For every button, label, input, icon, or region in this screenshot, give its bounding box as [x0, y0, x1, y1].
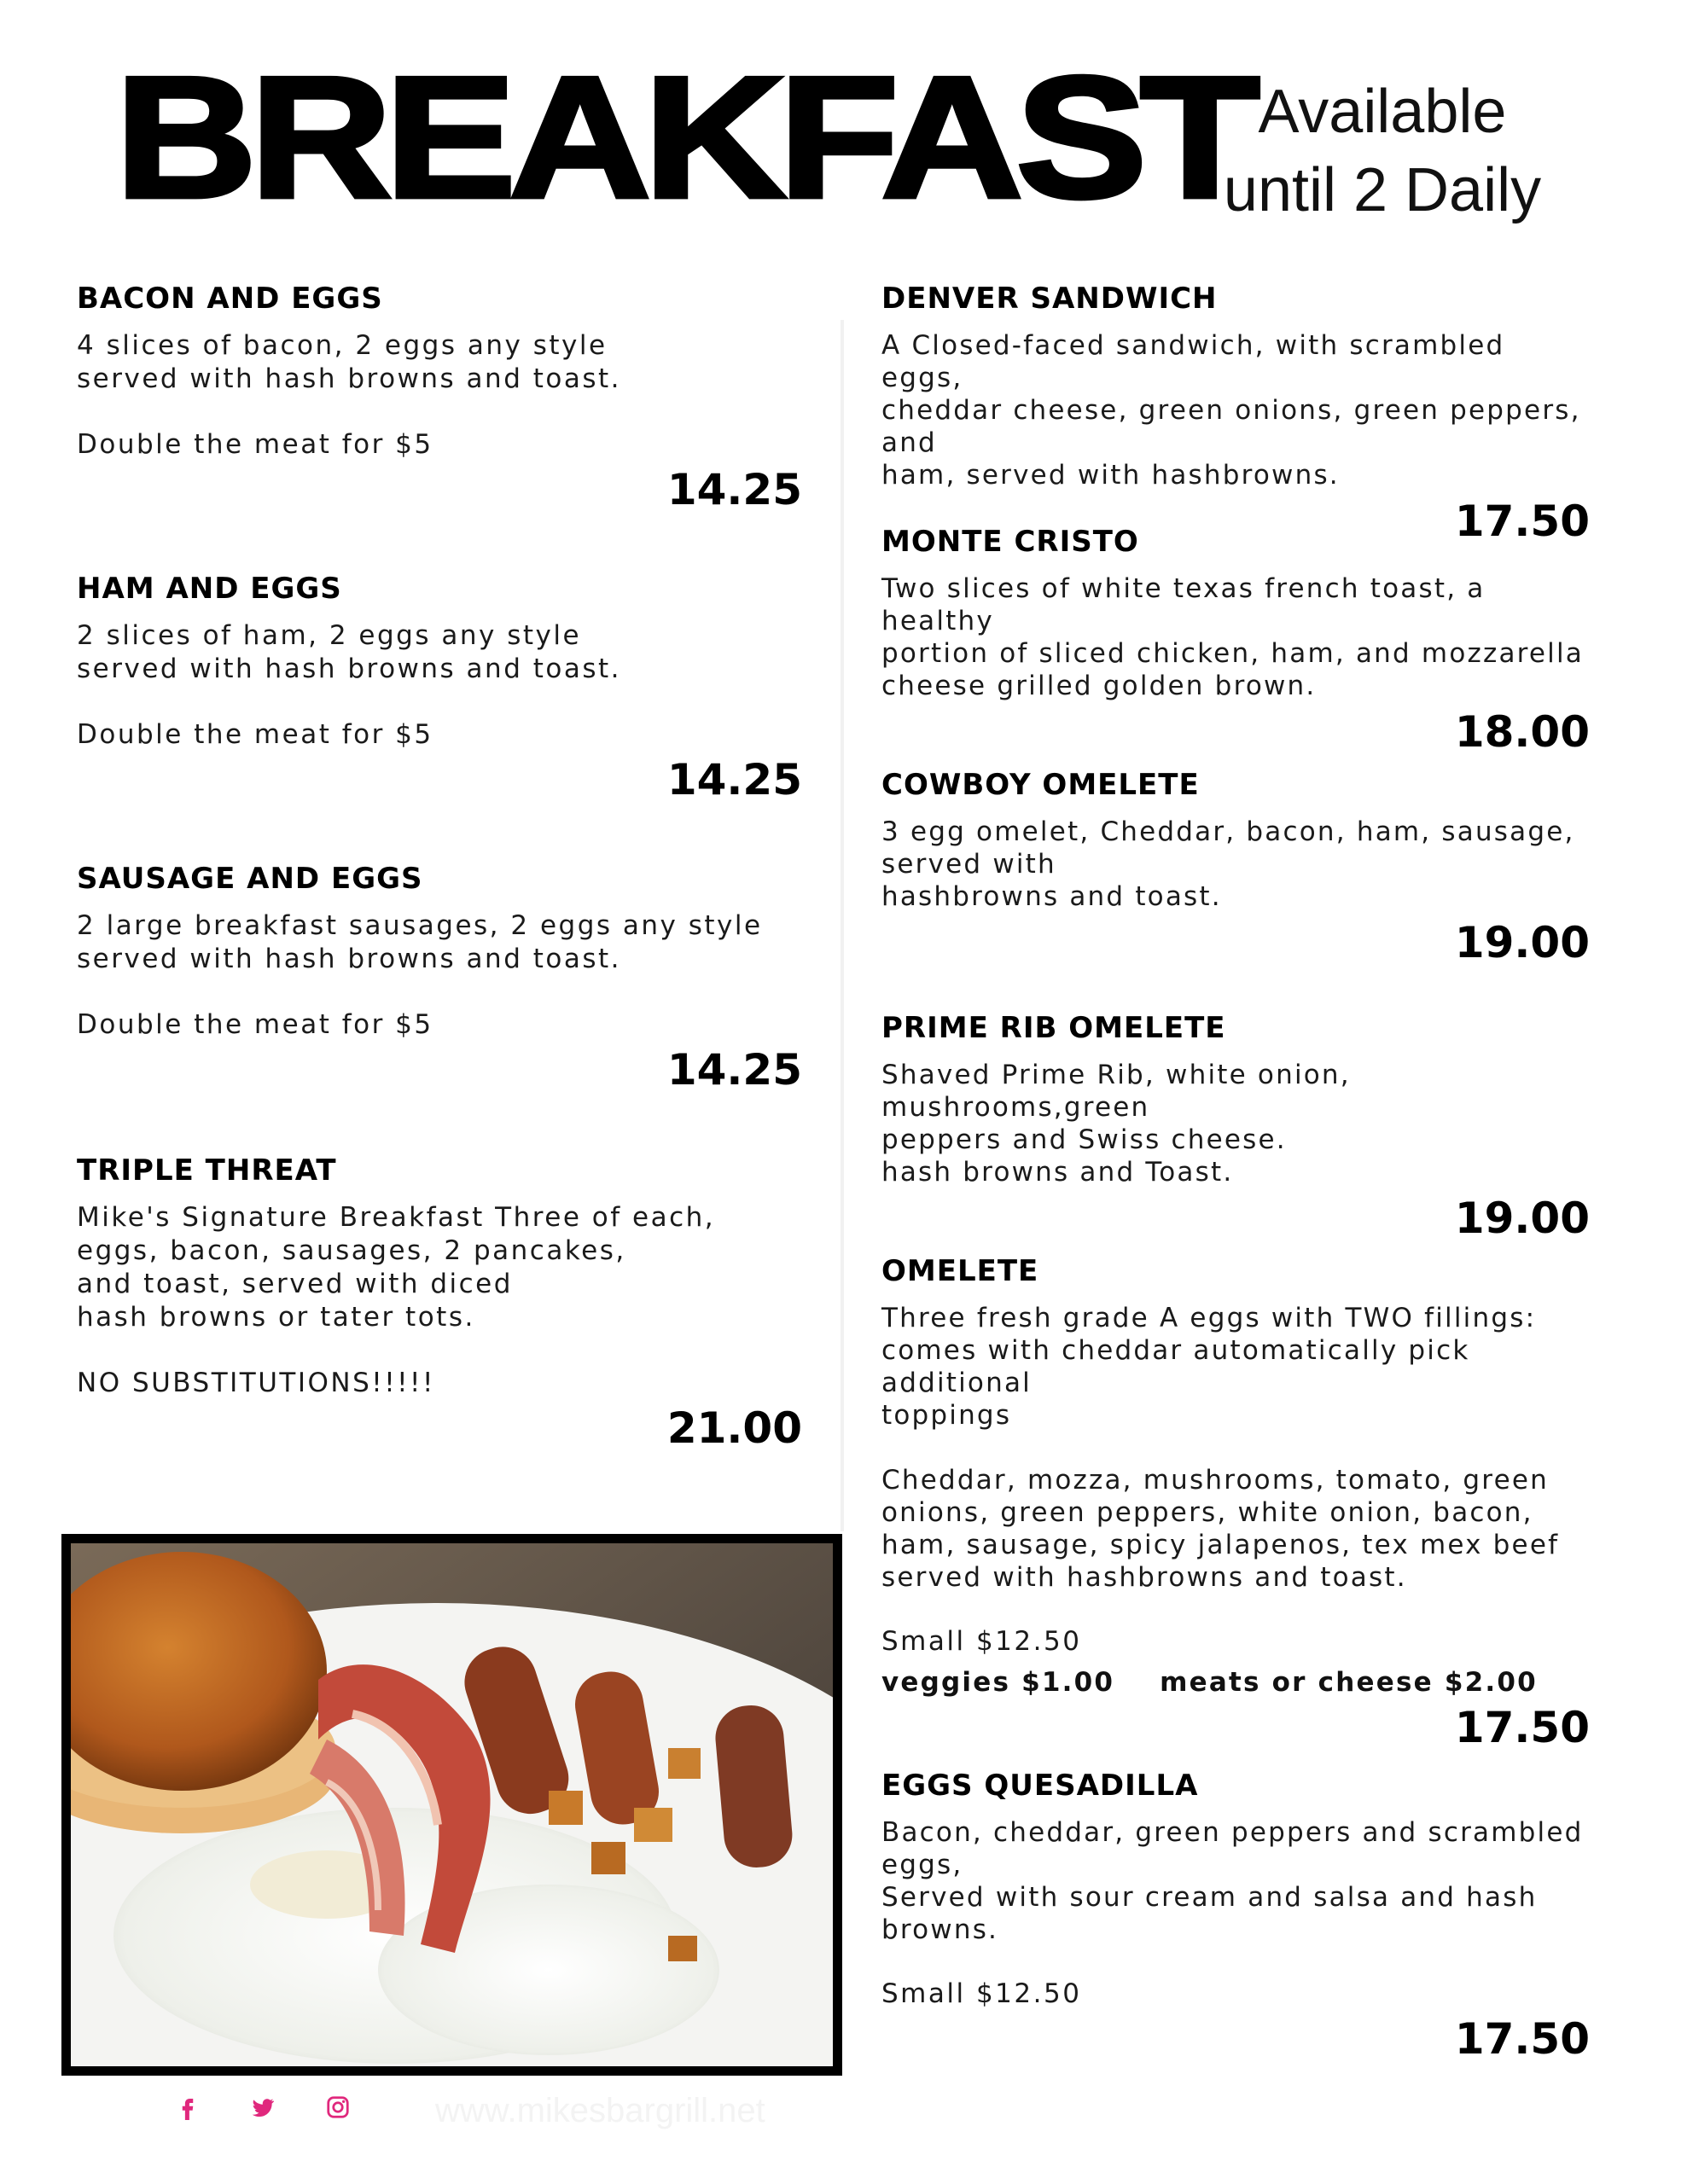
menu-item-cowboy-omelete [881, 768, 1590, 967]
item-name: OMELETE [881, 1254, 1039, 1288]
item-name: DENVER SANDWICH [881, 282, 1218, 316]
item-description: A Closed-faced sandwich, with scrambled eggs, cheddar cheese, green onions, green peppers, and ham, served with hashbrowns. [881, 330, 1581, 491]
item-name: COWBOY OMELETE [881, 768, 1200, 802]
website-link[interactable]: www.mikesbargrill.net [435, 2092, 765, 2129]
item-description: 4 slices of bacon, 2 eggs any style served with hash browns and toast. [77, 330, 622, 394]
addon-meats: meats or cheese $2.00 [1160, 1667, 1538, 1698]
item-description: 2 large breakfast sausages, 2 eggs any style served with hash browns and toast. [77, 910, 763, 974]
menu-item-prime-rib-omelete [881, 1011, 1590, 1243]
menu-item-triple-threat [77, 1153, 802, 1453]
menu-item-monte-cristo [881, 525, 1590, 757]
item-price: 14.25 [666, 1045, 802, 1095]
item-note: Double the meat for $5 [77, 719, 433, 750]
facebook-icon[interactable] [175, 2094, 201, 2120]
item-price: 14.25 [666, 465, 802, 514]
twitter-icon[interactable] [250, 2094, 276, 2120]
menu-item-denver-sandwich [881, 282, 1590, 546]
item-name: MONTE CRISTO [881, 525, 1139, 559]
social-links [175, 2094, 351, 2120]
menu-item-eggs-quesadilla [881, 1769, 1590, 2064]
availability-line-1: Available [1258, 78, 1507, 146]
item-price: 18.00 [1454, 707, 1590, 757]
item-description: Bacon, cheddar, green peppers and scrambled eggs, Served with sour cream and salsa and hash browns. [881, 1817, 1584, 1945]
item-note: Double the meat for $5 [77, 1009, 433, 1040]
menu-item-ham-and-eggs [77, 572, 802, 804]
item-price: 19.00 [1454, 1194, 1590, 1243]
page-title: BREAKFAST [115, 40, 1254, 234]
instagram-icon[interactable] [325, 2094, 351, 2120]
availability-line-2: until 2 Daily [1223, 156, 1542, 224]
item-name: TRIPLE THREAT [77, 1153, 337, 1188]
item-price: 17.50 [1454, 2014, 1590, 2064]
breakfast-photo-frame [61, 1534, 842, 2076]
availability-note [1190, 73, 1574, 229]
item-name: HAM AND EGGS [77, 572, 342, 606]
item-addons [881, 1667, 1590, 1698]
addon-veggies: veggies $1.00 [881, 1667, 1115, 1698]
menu-item-bacon-and-eggs [77, 282, 802, 514]
menu-item-sausage-and-eggs [77, 862, 802, 1095]
item-description: 3 egg omelet, Cheddar, bacon, ham, sausage, served with hashbrowns and toast. [881, 816, 1575, 912]
item-small-price: Small $12.50 [881, 1978, 1082, 2009]
item-description: Three fresh grade A eggs with TWO fillings: comes with cheddar automatically pick additional toppings [881, 1303, 1537, 1431]
column-divider [841, 320, 844, 1531]
item-price: 17.50 [1454, 497, 1590, 546]
menu-item-omelete [881, 1254, 1590, 1752]
item-name: PRIME RIB OMELETE [881, 1011, 1226, 1045]
item-name: BACON AND EGGS [77, 282, 383, 316]
item-description: Two slices of white texas french toast, a healthy portion of sliced chicken, ham, and mozzarella cheese grilled golden brown. [881, 573, 1584, 701]
item-fillings: Cheddar, mozza, mushrooms, tomato, green onions, green peppers, white onion, bacon, ham, sausage, spicy jalapenos, tex mex beef served with hashbrowns and toast. [881, 1465, 1560, 1593]
item-small-price: Small $12.50 [881, 1626, 1082, 1657]
item-name: SAUSAGE AND EGGS [77, 862, 423, 896]
item-price: 14.25 [666, 755, 802, 804]
breakfast-photo [71, 1543, 833, 2066]
item-name: EGGS QUESADILLA [881, 1769, 1199, 1803]
item-price: 17.50 [1454, 1703, 1590, 1752]
item-price: 19.00 [1454, 918, 1590, 967]
item-price: 21.00 [666, 1403, 802, 1453]
item-note: Double the meat for $5 [77, 429, 433, 460]
item-description: Mike's Signature Breakfast Three of each, eggs, bacon, sausages, 2 pancakes, and toast, served with diced hash browns or tater tots. [77, 1202, 716, 1333]
item-description: 2 slices of ham, 2 eggs any style served with hash browns and toast. [77, 620, 622, 684]
item-description: Shaved Prime Rib, white onion, mushrooms,green peppers and Swiss cheese. hash browns and Toast. [881, 1060, 1351, 1188]
item-note: NO SUBSTITUTIONS!!!!! [77, 1368, 435, 1398]
